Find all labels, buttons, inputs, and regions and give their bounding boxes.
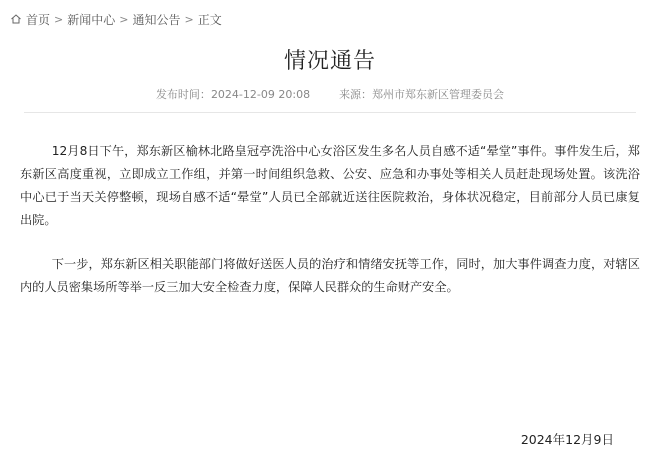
article-meta: [0, 86, 660, 102]
home-icon[interactable]: [10, 13, 22, 25]
breadcrumb: [10, 10, 222, 28]
article-body: [20, 140, 640, 320]
breadcrumb-news-link[interactable]: 新闻中心: [67, 12, 116, 27]
paragraph-1: 12月8日下午，郑东新区榆林北路皇冠亭洗浴中心女浴区发生多名人员自感不适“晕堂”事件。事件发生后，郑东新区高度重视，立即成立工作组，并第一时间组织急救、公安、应急和办事处等相关人员赶赴现场处置。该洗浴中心已于当天关停整顿，现场自感不适“晕堂”人员已全部就近送往医院救治，身体状况稳定，目前部分人员已康复出院。: [20, 144, 640, 227]
paragraph-2: 下一步，郑东新区相关职能部门将做好送医人员的治疗和情绪安抚等工作，同时，加大事件调查力度，对辖区内的人员密集场所等举一反三加大安全检查力度，保障人民群众的生命财产安全。: [20, 257, 640, 294]
publish-time-label: 发布时间：: [155, 88, 211, 101]
sign-date: 2024年12月9日: [520, 432, 614, 447]
breadcrumb-separator: >: [119, 12, 129, 26]
publish-time: 2024-12-09 20:08: [210, 88, 311, 101]
page-title: 情况通告: [283, 49, 376, 74]
breadcrumb-separator: >: [184, 12, 194, 26]
breadcrumb-home-link[interactable]: 首页: [26, 12, 51, 27]
source-name: 郑州市郑东新区管理委员会: [372, 88, 505, 101]
divider: [24, 112, 636, 113]
breadcrumb-separator: >: [54, 12, 64, 26]
breadcrumb-notices-link[interactable]: 通知公告: [132, 12, 181, 27]
breadcrumb-current: 正文: [197, 12, 222, 27]
source-label: 来源：: [339, 88, 373, 101]
